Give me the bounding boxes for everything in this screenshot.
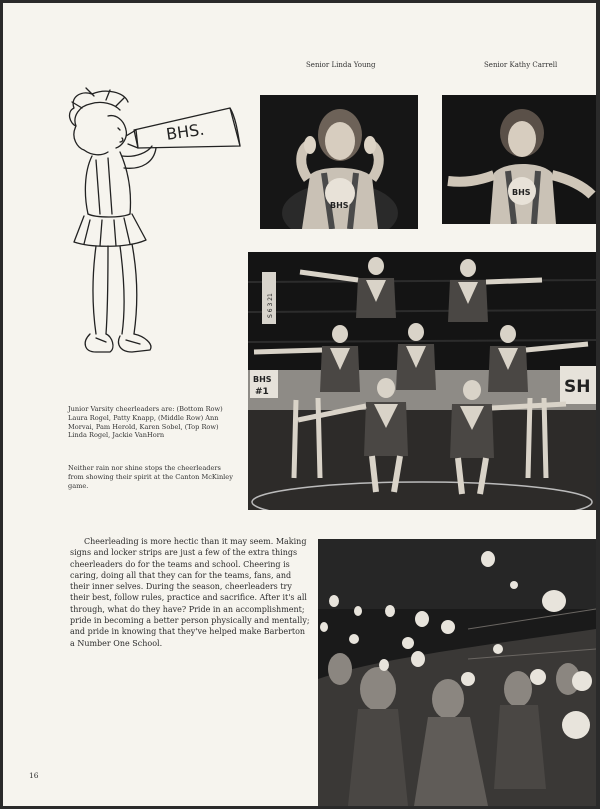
photo-rally-balloons [318, 539, 596, 806]
rain-caption: Neither rain nor shine stops the cheerleaders from showing their spirit at the Canton McKinley game. [68, 464, 233, 490]
caption-linda-young: Senior Linda Young [306, 61, 376, 69]
cheerleading-paragraph: Cheerleading is more hectic than it may seem. Making signs and locker strips are just a few of the extra things cheerleaders do for the teams and school. Cheering is caring, doing all that they can for the teams, fans, and their inner selves. During the season, cheerleaders try their best, follow rules, practice and sacrifice. After it's all through, what do they have? Pride in an accomplishment; pride in becoming a better person physically and mentally; and pride in knowing that they've helped make Barberton a Number One School. [70, 537, 310, 648]
cheerleader-drawing [62, 86, 244, 366]
photo-kathy-carrell [442, 95, 596, 224]
caption-kathy-carrell: Senior Kathy Carrell [484, 61, 558, 69]
megaphone-label: BHS. [164, 119, 206, 144]
page-number: 16 [29, 771, 39, 780]
photo-linda-young [260, 95, 418, 229]
banner-bhs: BHS [253, 375, 272, 384]
banner-sh: SH [564, 377, 591, 397]
shirt-text-kathy: BHS [512, 188, 531, 197]
photo-jv-cheerleaders [248, 252, 596, 510]
banner-number-one: #1 [255, 387, 269, 397]
jv-caption: Junior Varsity cheerleaders are: (Bottom Row) Laura Rogel, Patty Knapp, (Middle Row) Ann Morvai, Pam Herold, Karen Sobel, (Top Row) Linda Rogel, Jackie VanHorn [68, 405, 223, 440]
shirt-text-linda: BHS [330, 201, 349, 210]
pole-sign: S 6 3 21 [267, 293, 274, 318]
